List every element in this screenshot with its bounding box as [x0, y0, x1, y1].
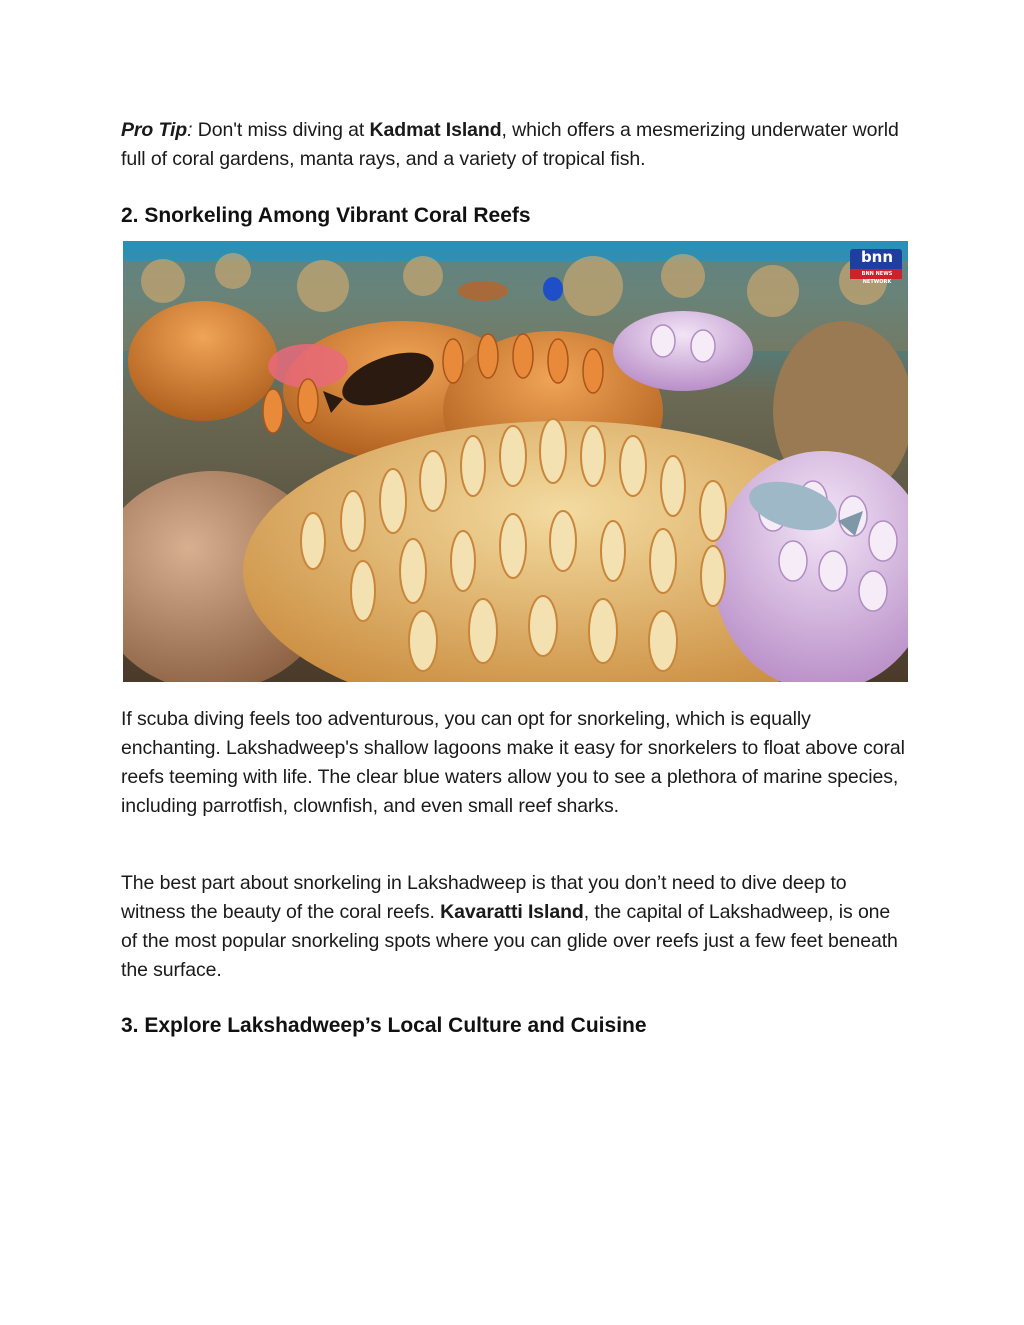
- watermark-sub-text: BNN NEWS NETWORK: [861, 271, 893, 285]
- pro-tip-paragraph: [121, 116, 911, 174]
- snorkeling-paragraph-1: If scuba diving feels too adventurous, you can opt for snorkeling, which is equally enchanting. Lakshadweep's shallow lagoons make it easy for snorkelers to float above coral reefs teeming with life. The clear blue waters allow you to see a plethora of marine species, including parrotfish, clownfish, and even small reef sharks.: [121, 708, 905, 817]
- pro-tip-text-before: Don't miss diving at: [192, 119, 370, 141]
- pro-tip-text-after: , which offers a mesmerizing underwater world full of coral gardens, manta rays, and a variety of tropical fish.: [121, 119, 899, 170]
- pro-tip-colon: :: [187, 119, 193, 141]
- pro-tip-label: Pro Tip: [121, 119, 188, 141]
- paragraph-2-after: , the capital of Lakshadweep, is one of the most popular snorkeling spots where you can glide over reefs just a few feet beneath the surface.: [121, 901, 898, 981]
- watermark-logo-text: bnn: [860, 248, 894, 266]
- section-2-heading: 2. Snorkeling Among Vibrant Coral Reefs: [121, 204, 531, 227]
- paragraph-2-before: The best part about snorkeling in Lakshadweep is that you don’t need to dive deep to witness the beauty of the coral reefs.: [121, 872, 847, 923]
- section-3-heading: 3. Explore Lakshadweep’s Local Culture and Cuisine: [121, 1014, 647, 1037]
- snorkeling-paragraph-2: [121, 869, 911, 985]
- coral-reef-photo: [123, 241, 908, 682]
- paragraph-2-place: Kavaratti Island: [440, 901, 584, 923]
- pro-tip-place: Kadmat Island: [369, 119, 502, 141]
